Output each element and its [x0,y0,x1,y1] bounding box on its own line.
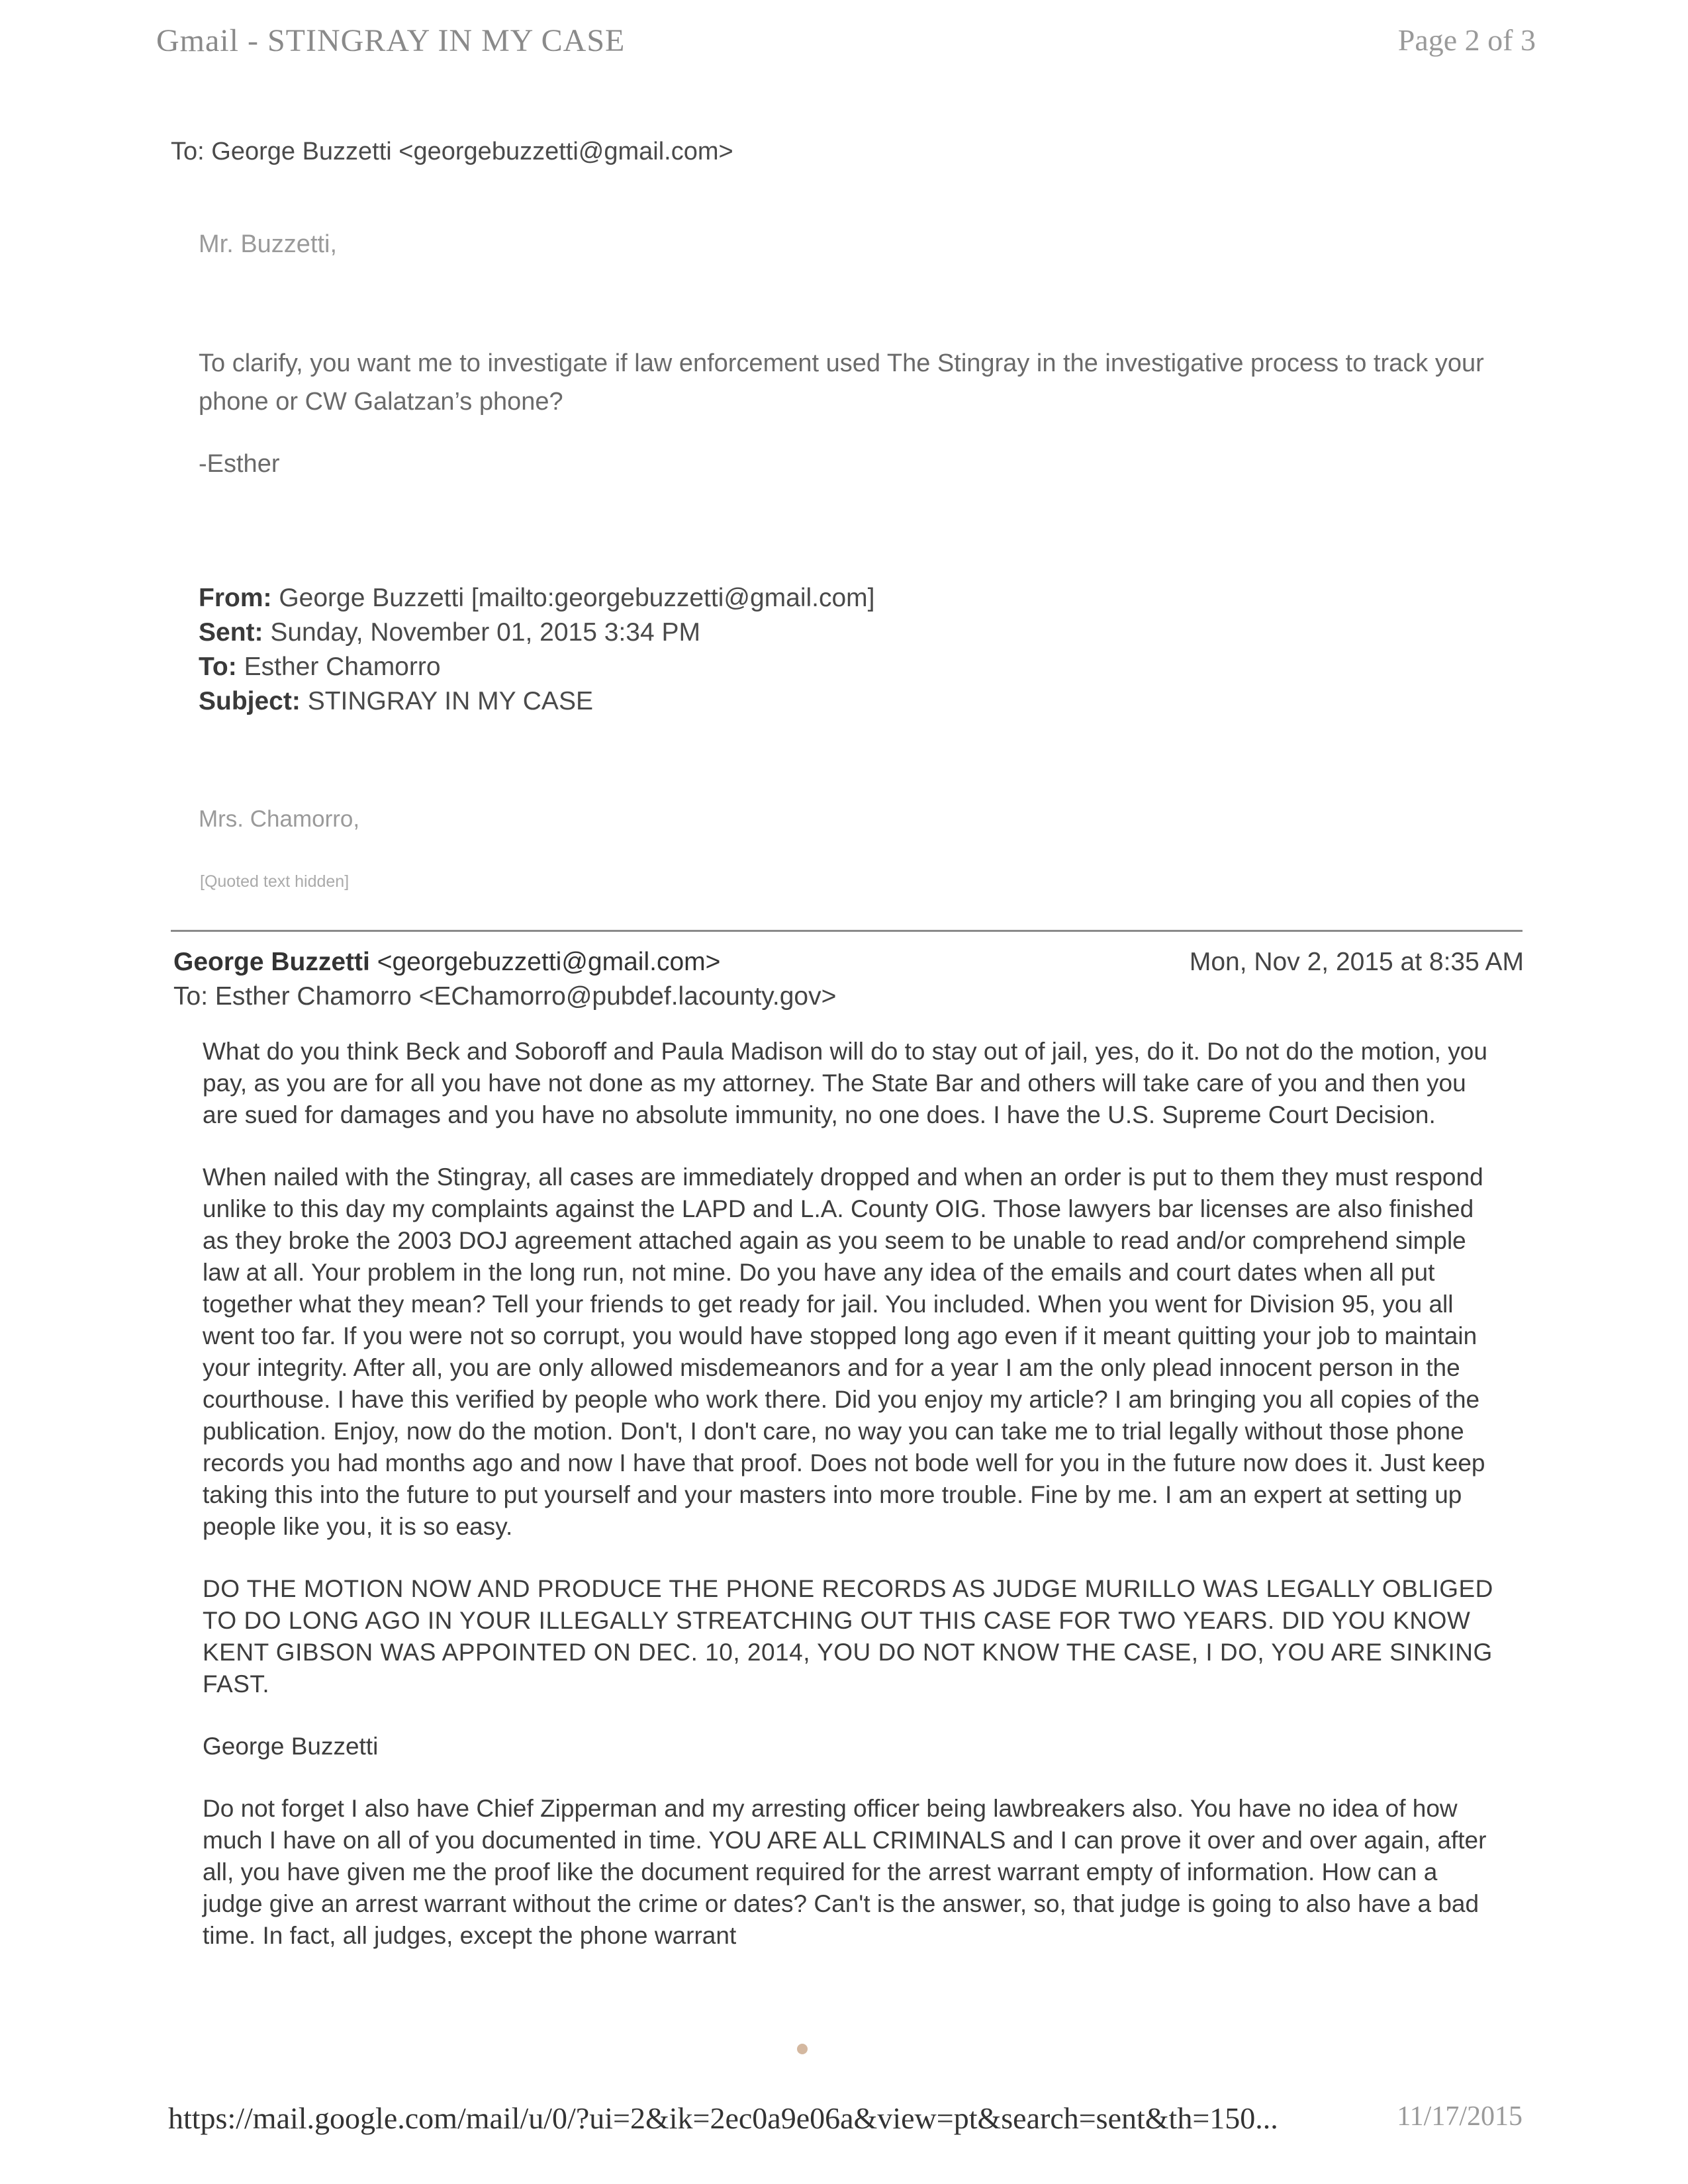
sent-label: Sent: [199,618,263,647]
quoted-text-hidden-link[interactable]: [Quoted text hidden] [200,872,350,891]
scan-speck [797,2044,808,2054]
to-label: To: [199,653,237,681]
body-signature: George Buzzetti [203,1733,379,1760]
subject-row [199,684,875,719]
recipient-address[interactable]: Esther Chamorro <EChamorro@pubdef.lacounty.gov> [214,982,837,1011]
sender-email[interactable]: <georgebuzzetti@gmail.com> [377,948,721,976]
from-row [199,581,875,615]
recipient-label: To: [173,982,209,1011]
reply-to-line [171,138,733,166]
message-date: Mon, Nov 2, 2015 at 8:35 AM [1189,948,1524,976]
sender-name: George Buzzetti [173,948,370,976]
reply-to-label: To: [171,138,205,165]
sent-value: Sunday, November 01, 2015 3:34 PM [270,618,701,647]
reply-to-address[interactable]: George Buzzetti <georgebuzzetti@gmail.com> [211,138,733,165]
print-header-title: Gmail - STINGRAY IN MY CASE [156,23,626,58]
message-body [203,1036,1500,1982]
subject-label: Subject: [199,687,301,715]
to-row [199,650,875,684]
body-paragraph: DO THE MOTION NOW AND PRODUCE THE PHONE RECORDS AS JUDGE MURILLO WAS LEGALLY OBLIGED TO DO LONG AGO IN YOUR ILLEGALLY STREATCHING OUT THIS CASE FOR TWO YEARS. DID YOU KNOW KENT GIBSON WAS APPOINTED ON DEC. 10, 2014, YOU DO NOT KNOW THE CASE, I DO, YOU ARE SINKING FAST. [203,1575,1493,1698]
reply-text: To clarify, you want me to investigate if law enforcement used The Stingray in the investigative process to track your phone or CW Galatzan’s phone? [199,349,1484,416]
reply-signature: -Esther [199,450,280,478]
from-label: From: [199,584,272,612]
reply-message-body [199,225,1523,483]
subject-value: STINGRAY IN MY CASE [307,687,593,715]
message-divider [171,930,1523,932]
page-number: Page 2 of 3 [1397,23,1536,57]
reply-salutation: Mr. Buzzetti, [199,230,338,258]
print-footer-url: https://mail.google.com/mail/u/0/?ui=2&ik=2ec0a9e06a&view=pt&search=sent&th=150... [168,2101,1278,2135]
original-message-header [199,581,875,719]
sent-row [199,615,875,650]
body-paragraph: When nailed with the Stingray, all cases are immediately dropped and when an order is put to them they must respond unlike to this day my complaints against the LAPD and L.A. County OIG. Those lawyers bar licenses are also finished as they broke the 2003 DOJ agreement attached again as you seem to be unable to read and/or comprehend simple law at all. Your problem in the long run, not mine. Do you have any idea of the emails and court dates when all put together what they mean? Tell your friends to get ready for jail. You included. When you went for Division 95, you all went too far. If you were not so corrupt, you would have stopped long ago even if it meant quitting your job to maintain your integrity. After all, you are only allowed misdemeanors and for a year I am the only plead innocent person in the courthouse. I have this verified by people who work there. Did you enjoy my article? I am bringing you all copies of the publication. Enjoy, now do the motion. Don't, I don't care, no way you can take me to trial legally without those phone records you had months ago and now I have that proof. Does not bode well for you in the future now does it. Just keep taking this into the future to put yourself and your masters into more trouble. Fine by me. I am an expert at setting up people like you, it is so easy. [203,1163,1485,1540]
original-salutation: Mrs. Chamorro, [199,806,360,832]
message-sender [173,948,720,977]
print-footer-date: 11/17/2015 [1397,2101,1523,2132]
to-value: Esther Chamorro [244,653,441,681]
from-value[interactable]: George Buzzetti [mailto:georgebuzzetti@gmail.com] [279,584,875,612]
body-paragraph: Do not forget I also have Chief Zipperman and my arresting officer being lawbreakers also. You have no idea of how much I have on all of you documented in time. YOU ARE ALL CRIMINALS and I can prove it over and over again, after all, you have given me the proof like the document required for the arrest warrant empty of information. How can a judge give an arrest warrant without the crime or dates? Can't is the answer, so, that judge is going to also have a bad time. In fact, all judges, except the phone warrant [203,1795,1487,1949]
message-recipient [173,982,836,1011]
body-paragraph: What do you think Beck and Soboroff and Paula Madison will do to stay out of jail, yes, do it. Do not do the motion, you pay, as you are for all you have not done as my attorney. The State Bar and others will take care of you and then you are sued for damages and you have no absolute immunity, no one does. I have the U.S. Supreme Court Decision. [203,1038,1487,1128]
